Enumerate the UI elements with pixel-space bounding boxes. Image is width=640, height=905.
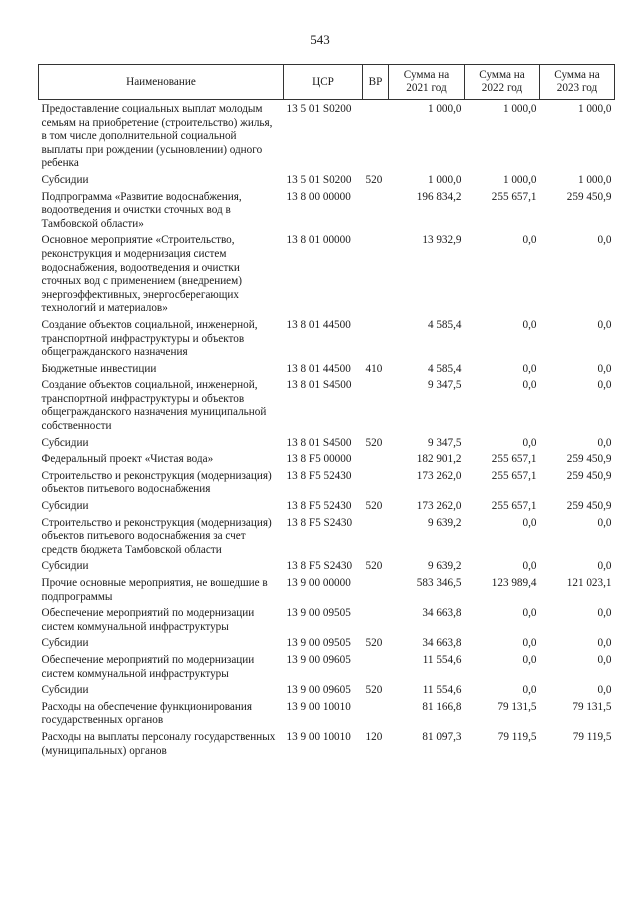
header-csr: ЦСР — [284, 65, 363, 100]
row-vr-code — [363, 376, 389, 433]
row-sum-2022: 255 657,1 — [491, 500, 537, 513]
row-sum-2021: 34 663,8 — [422, 637, 462, 650]
row-name: Бюджетные инвестиции — [41, 362, 157, 375]
row-vr-code: 520 — [365, 560, 383, 573]
header-name: Наименование — [39, 65, 284, 100]
row-sum-2022: 79 131,5 — [497, 700, 537, 713]
table-body — [39, 100, 615, 759]
row-sum-2021: 4 585,4 — [427, 318, 462, 331]
row-vr-code — [363, 604, 389, 634]
row-sum-2022: 255 657,1 — [491, 190, 537, 203]
row-sum-2022: 0,0 — [522, 653, 537, 666]
row-csr-code: 13 9 00 09505 — [286, 607, 351, 620]
row-sum-2023: 0,0 — [597, 362, 612, 375]
row-name: Субсидии — [41, 500, 89, 513]
row-sum-2023: 121 023,1 — [566, 577, 612, 589]
row-sum-2022: 0,0 — [522, 318, 537, 331]
row-sum-2021: 11 554,6 — [422, 684, 462, 697]
row-csr-code: 13 8 F5 S2430 — [286, 516, 353, 529]
row-sum-2023: 0,0 — [597, 653, 612, 666]
table-row — [39, 651, 615, 681]
row-name: Субсидии — [41, 684, 89, 697]
row-name: Создание объектов социальной, инженерной, транспортной инфраструктуры и объектов общегражданского назначения муниципальной собственности — [41, 379, 267, 433]
table-row — [39, 100, 615, 171]
table-row — [39, 231, 615, 316]
row-csr-code: 13 8 F5 52430 — [286, 469, 352, 482]
row-sum-2022: 123 989,4 — [491, 577, 537, 589]
header-vr: ВР — [363, 65, 389, 100]
row-name: Обеспечение мероприятий по модернизации систем коммунальной инфраструктуры — [41, 607, 255, 633]
row-sum-2022: 0,0 — [522, 436, 537, 449]
row-sum-2021: 81 097,3 — [422, 730, 462, 743]
row-vr-code: 520 — [365, 173, 383, 186]
row-name: Субсидии — [41, 436, 89, 449]
row-sum-2021: 1 000,0 — [427, 173, 462, 186]
row-sum-2021: 9 347,5 — [427, 379, 462, 392]
row-sum-2023: 0,0 — [597, 684, 612, 697]
table-row — [39, 497, 615, 514]
row-vr-code: 520 — [365, 637, 383, 650]
row-name: Прочие основные мероприятия, не вошедшие в подпрограммы — [41, 577, 268, 603]
row-csr-code: 13 8 F5 00000 — [286, 453, 352, 466]
row-vr-code — [363, 450, 389, 467]
row-sum-2021: 13 932,9 — [422, 234, 462, 247]
row-sum-2022: 79 119,5 — [497, 730, 537, 743]
table-header-row — [39, 65, 615, 100]
row-sum-2023: 79 131,5 — [572, 700, 612, 713]
row-sum-2022: 0,0 — [522, 607, 537, 620]
row-name: Расходы на обеспечение функционирования государственных органов — [41, 700, 252, 727]
row-csr-code: 13 9 00 10010 — [286, 730, 351, 743]
table-row — [39, 634, 615, 651]
row-sum-2022: 0,0 — [522, 379, 537, 392]
row-sum-2023: 0,0 — [597, 234, 612, 247]
row-name: Обеспечение мероприятий по модернизации систем коммунальной инфраструктуры — [41, 653, 255, 680]
row-vr-code: 520 — [365, 684, 383, 697]
table-row — [39, 698, 615, 728]
row-name: Федеральный проект «Чистая вода» — [41, 453, 214, 466]
table-row — [39, 574, 615, 604]
table-row — [39, 467, 615, 497]
row-sum-2021: 182 901,2 — [416, 453, 462, 466]
row-csr-code: 13 8 F5 S2430 — [286, 560, 353, 573]
row-name: Субсидии — [41, 637, 89, 650]
row-sum-2023: 259 450,9 — [566, 500, 612, 513]
table-row — [39, 171, 615, 188]
table-row — [39, 604, 615, 634]
row-vr-code: 120 — [365, 730, 383, 743]
row-sum-2022: 255 657,1 — [491, 453, 537, 466]
row-csr-code: 13 9 00 10010 — [286, 700, 351, 713]
row-sum-2023: 0,0 — [597, 607, 612, 620]
row-sum-2022: 0,0 — [522, 362, 537, 375]
table-row — [39, 557, 615, 574]
row-name: Предоставление социальных выплат молодым семьям на приобретение (строительство) жилья, в том числе дополнительной социальной выплаты при рождении (усыновлении) одного ребенка — [41, 103, 273, 170]
row-vr-code — [363, 188, 389, 232]
row-csr-code: 13 9 00 09605 — [286, 684, 351, 697]
table-row — [39, 514, 615, 558]
row-sum-2021: 34 663,8 — [422, 607, 462, 620]
row-sum-2021: 583 346,5 — [416, 577, 462, 589]
row-sum-2023: 0,0 — [597, 318, 612, 331]
row-vr-code — [363, 467, 389, 497]
row-sum-2023: 0,0 — [597, 637, 612, 650]
row-sum-2021: 196 834,2 — [416, 190, 462, 203]
row-vr-code — [363, 698, 389, 728]
row-name: Строительство и реконструкция (модернизация) объектов питьевого водоснабжения — [41, 469, 272, 496]
table-row — [39, 434, 615, 451]
row-name: Подпрограмма «Развитие водоснабжения, водоотведения и очистки сточных вод в Тамбовской области» — [41, 190, 242, 230]
row-sum-2022: 0,0 — [522, 516, 537, 529]
row-sum-2021: 11 554,6 — [422, 653, 462, 666]
row-name: Субсидии — [41, 560, 89, 573]
row-vr-code — [363, 316, 389, 360]
row-sum-2023: 0,0 — [597, 516, 612, 529]
row-sum-2023: 0,0 — [597, 560, 612, 573]
row-sum-2021: 1 000,0 — [427, 103, 462, 115]
row-csr-code: 13 8 01 S4500 — [286, 436, 352, 449]
row-name: Строительство и реконструкция (модернизация) объектов питьевого водоснабжения за счет средств бюджета Тамбовской области — [41, 516, 272, 556]
row-vr-code — [363, 514, 389, 558]
row-vr-code — [363, 651, 389, 681]
row-csr-code: 13 5 01 S0200 — [286, 103, 352, 115]
table-row — [39, 188, 615, 232]
table-row — [39, 450, 615, 467]
row-name: Основное мероприятие «Строительство, реконструкция и модернизация систем водоснабжения, водоотведения и очистки сточных вод с применением (внедрением) энергоэффективных, энергосберегающих технологий и материалов» — [41, 234, 242, 315]
row-sum-2021: 9 639,2 — [427, 560, 462, 573]
table-row — [39, 316, 615, 360]
row-csr-code: 13 8 01 44500 — [286, 362, 351, 375]
table-row — [39, 376, 615, 433]
row-sum-2021: 173 262,0 — [416, 500, 462, 513]
row-sum-2022: 1 000,0 — [502, 103, 537, 115]
row-csr-code: 13 8 01 00000 — [286, 234, 351, 247]
row-csr-code: 13 9 00 09505 — [286, 637, 351, 650]
row-vr-code: 520 — [365, 500, 383, 513]
table-row — [39, 360, 615, 377]
header-sum-2022: Сумма на 2022 год — [465, 65, 540, 100]
row-vr-code — [363, 231, 389, 316]
row-csr-code: 13 9 00 09605 — [286, 653, 351, 666]
row-csr-code: 13 8 F5 52430 — [286, 500, 352, 513]
row-vr-code: 410 — [365, 362, 383, 375]
row-sum-2022: 0,0 — [522, 637, 537, 650]
row-sum-2023: 0,0 — [597, 436, 612, 449]
row-vr-code: 520 — [365, 436, 383, 449]
row-csr-code: 13 8 01 S4500 — [286, 379, 352, 392]
row-sum-2023: 0,0 — [597, 379, 612, 392]
header-sum-2023: Сумма на 2023 год — [540, 65, 615, 100]
row-sum-2022: 0,0 — [522, 560, 537, 573]
row-sum-2021: 9 347,5 — [427, 436, 462, 449]
table-row — [39, 728, 615, 758]
row-sum-2022: 0,0 — [522, 684, 537, 697]
row-sum-2023: 79 119,5 — [572, 730, 612, 743]
row-sum-2021: 81 166,8 — [422, 700, 462, 713]
row-csr-code: 13 8 00 00000 — [286, 190, 351, 203]
row-sum-2023: 259 450,9 — [566, 469, 612, 482]
row-sum-2022: 0,0 — [522, 234, 537, 247]
row-sum-2023: 1 000,0 — [577, 103, 612, 115]
budget-table — [38, 64, 615, 758]
row-sum-2023: 259 450,9 — [566, 190, 612, 203]
row-name: Субсидии — [41, 173, 89, 186]
row-sum-2021: 173 262,0 — [416, 469, 462, 482]
row-name: Расходы на выплаты персоналу государственных (муниципальных) органов — [41, 730, 276, 757]
row-sum-2022: 255 657,1 — [491, 469, 537, 482]
row-sum-2021: 9 639,2 — [427, 516, 462, 529]
row-csr-code: 13 5 01 S0200 — [286, 173, 352, 186]
table-row — [39, 681, 615, 698]
page-number: 543 — [310, 32, 330, 47]
row-sum-2022: 1 000,0 — [502, 173, 537, 186]
row-sum-2023: 1 000,0 — [577, 173, 612, 186]
row-csr-code: 13 9 00 00000 — [286, 577, 351, 589]
row-name: Создание объектов социальной, инженерной, транспортной инфраструктуры и объектов общегражданского назначения — [41, 318, 258, 359]
row-sum-2021: 4 585,4 — [427, 362, 462, 375]
row-vr-code — [363, 100, 389, 171]
row-csr-code: 13 8 01 44500 — [286, 318, 351, 331]
row-vr-code — [363, 574, 389, 604]
row-sum-2023: 259 450,9 — [566, 453, 612, 466]
header-sum-2021: Сумма на 2021 год — [389, 65, 465, 100]
